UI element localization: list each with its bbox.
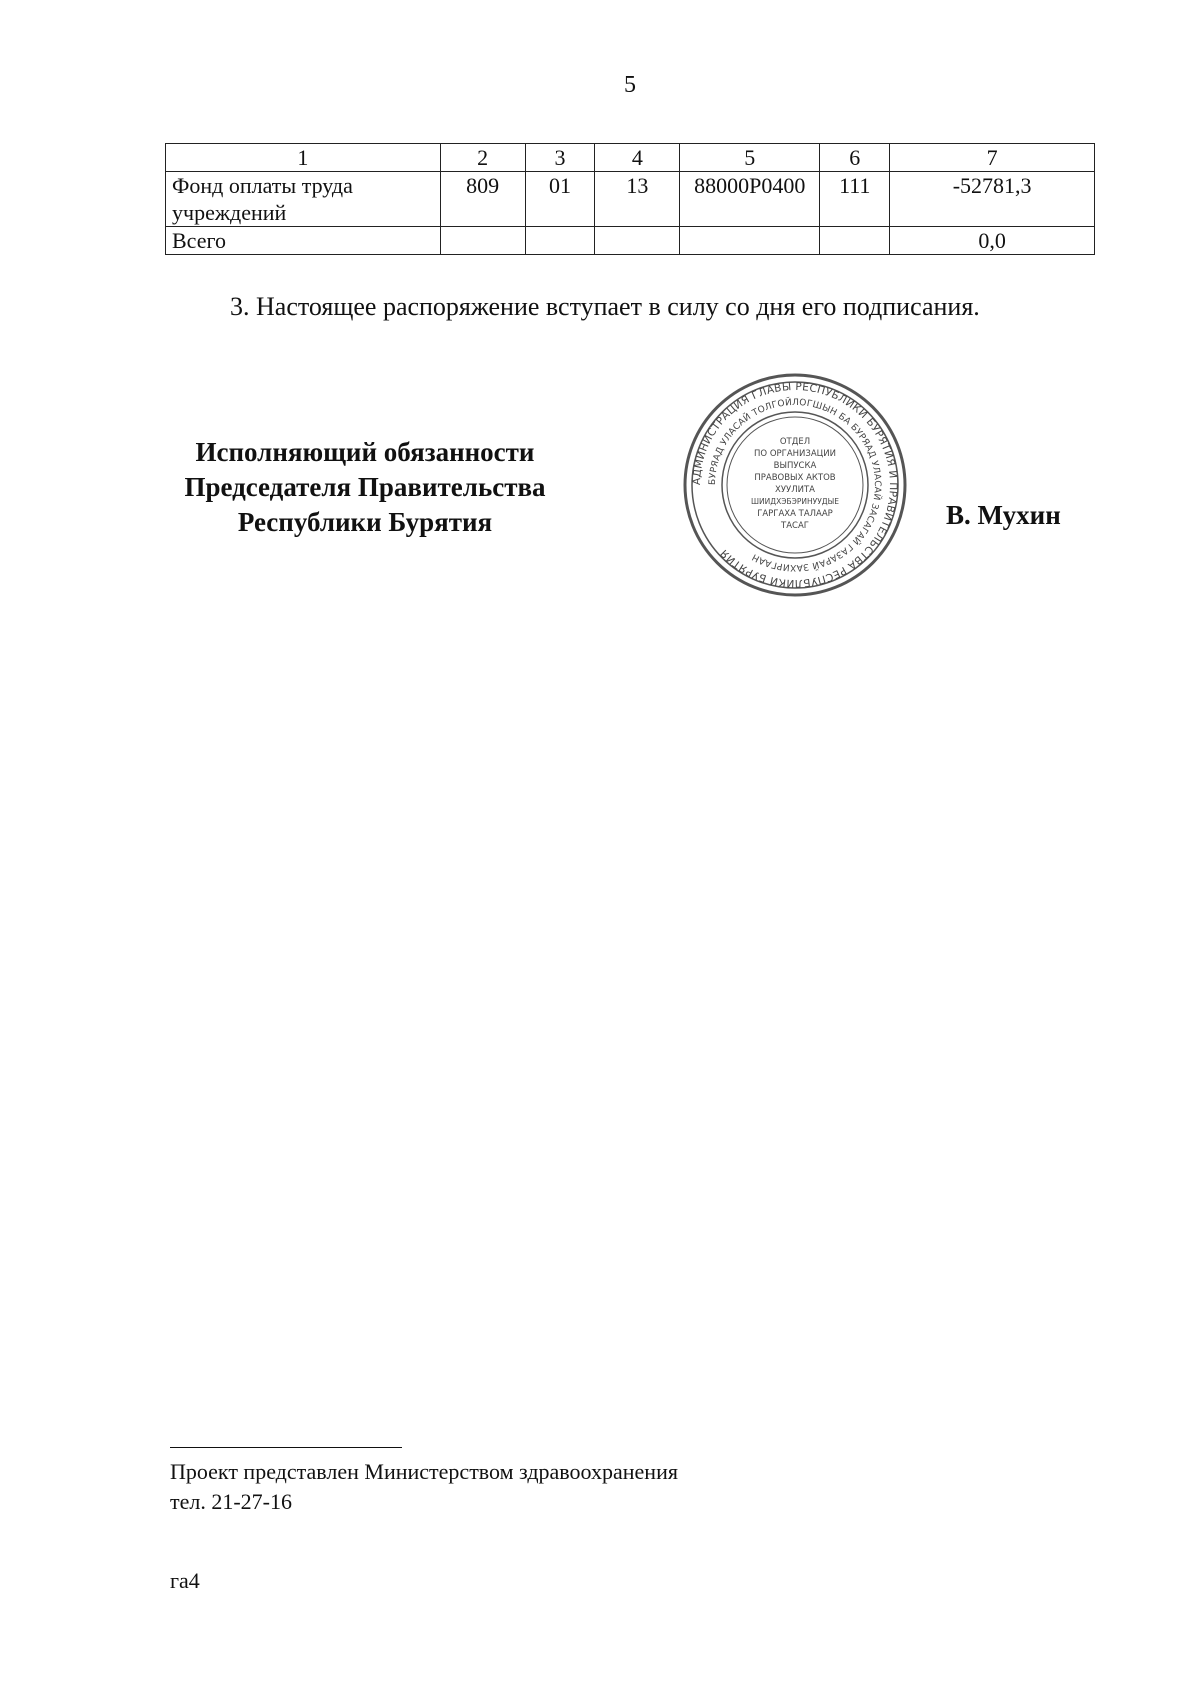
stamp-center-line: ТАСАГ (781, 521, 809, 531)
table-cell: 88000Р0400 (680, 172, 820, 227)
stamp-inner-ring-path: БУРЯАД УЛАСАЙ ТОЛГОЙЛОГШЫН БА БУРЯАД УЛАСАЙ ЗАСАГАЙ ГАЗАРАЙ ЗАХИРГААН (707, 397, 883, 573)
table-cell: 0,0 (890, 227, 1095, 255)
stamp-center-line: ПРАВОВЫХ АКТОВ (754, 473, 836, 483)
signer-position-line: Председателя Правительства (184, 472, 546, 502)
stamp-center-line: ПО ОРГАНИЗАЦИИ (754, 449, 836, 459)
stamp-center (751, 437, 839, 531)
table-cell (595, 227, 680, 255)
signer-name: В. Мухин (946, 500, 1061, 530)
official-stamp (680, 370, 910, 600)
page-number: 5 (624, 72, 636, 98)
stamp-outer-ring-path: АДМИНИСТРАЦИЯ ГЛАВЫ РЕСПУБЛИКИ БУРЯТИЯ И ПРАВИТЕЛЬСТВА РЕСПУБЛИКИ БУРЯТИЯ (690, 380, 900, 590)
table-cell (680, 227, 820, 255)
header-cell: 2 (440, 144, 525, 172)
table-cell (440, 227, 525, 255)
footnote-line: Проект представлен Министерством здравоохранения (170, 1459, 678, 1484)
header-cell: 7 (890, 144, 1095, 172)
footnote (170, 1457, 678, 1517)
table-cell: -52781,3 (890, 172, 1095, 227)
stamp-center-line: ОТДЕЛ (779, 437, 811, 447)
row-name-cell: Всего (166, 227, 441, 255)
signer-position (140, 435, 590, 540)
table-cell: 809 (440, 172, 525, 227)
stamp-center-line: ШИИДХЭБЭРИНУУДЫЕ (751, 497, 839, 506)
clause-3: 3. Настоящее распоряжение вступает в силу со дня его подписания. (230, 292, 980, 321)
header-cell: 4 (595, 144, 680, 172)
table-cell: 111 (820, 172, 890, 227)
table-row-total (166, 227, 1095, 255)
signer-position-line: Исполняющий обязанности (195, 437, 535, 467)
row-name-cell (166, 172, 441, 227)
row-name-line: Фонд оплаты труда (172, 173, 353, 198)
header-cell: 5 (680, 144, 820, 172)
header-cell: 3 (525, 144, 595, 172)
budget-table (165, 143, 1095, 255)
stamp-center-line: ВЫПУСКА (773, 461, 817, 471)
table-cell: 01 (525, 172, 595, 227)
table-cell (820, 227, 890, 255)
table-row (166, 172, 1095, 227)
table-header-row (166, 144, 1095, 172)
footnote-line: тел. 21-27-16 (170, 1489, 293, 1514)
header-cell: 6 (820, 144, 890, 172)
signer-position-line: Республики Бурятия (237, 507, 493, 537)
document-code: га4 (170, 1568, 200, 1593)
row-name-line: учреждений (172, 200, 287, 225)
table-cell: 13 (595, 172, 680, 227)
header-cell: 1 (166, 144, 441, 172)
table-cell (525, 227, 595, 255)
stamp-center-line: ГАРГАХА ТАЛААР (757, 509, 833, 519)
footnote-divider (170, 1447, 402, 1448)
stamp-center-line: ХУУЛИТА (775, 485, 815, 495)
